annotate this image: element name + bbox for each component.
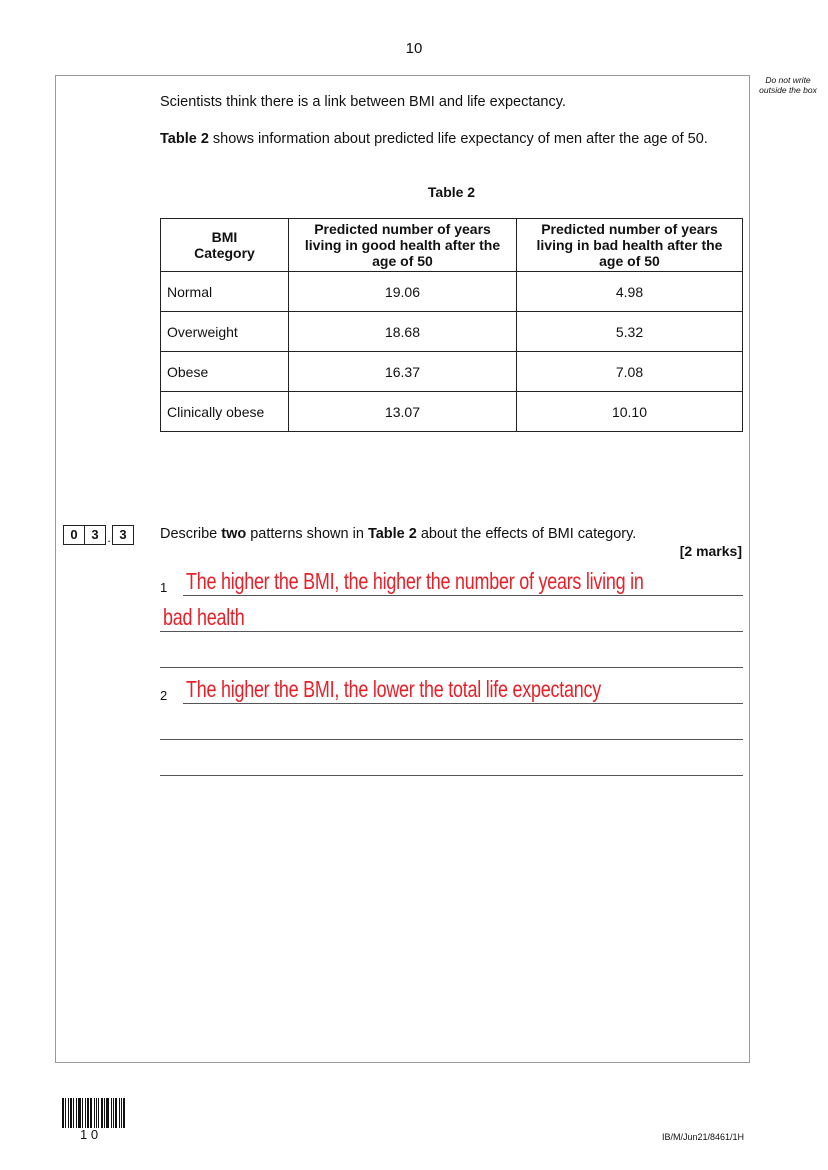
- handwritten-answer: The higher the BMI, the lower the total life expectancy: [186, 676, 601, 702]
- answer-line: [160, 631, 743, 632]
- table-ref: Table 2: [160, 131, 209, 147]
- answer-line: [183, 595, 743, 596]
- cell-good: 16.37: [289, 352, 517, 392]
- cell-bad: 4.98: [517, 272, 743, 312]
- barcode-bar: [82, 1098, 83, 1128]
- answer-line: [183, 703, 743, 704]
- barcode-bar: [115, 1098, 117, 1128]
- barcode-bar: [94, 1098, 95, 1128]
- barcode-bar: [70, 1098, 72, 1128]
- barcode-bar: [111, 1098, 112, 1128]
- barcode-bar: [119, 1098, 120, 1128]
- cell-category: Clinically obese: [161, 392, 289, 432]
- barcode-bar: [90, 1098, 92, 1128]
- table-intro-text: shows information about predicted life expectancy of men after the age of 50.: [208, 131, 708, 147]
- barcode-bar: [106, 1098, 109, 1128]
- table-caption: Table 2: [427, 184, 476, 200]
- barcode-bar: [96, 1098, 97, 1128]
- cell-good: 19.06: [289, 272, 517, 312]
- margin-note: Do not write outside the box: [759, 75, 817, 95]
- handwritten-answer: bad health: [163, 604, 245, 630]
- data-table: [160, 218, 743, 432]
- barcode: [62, 1098, 125, 1128]
- table-header-row: [161, 219, 743, 272]
- barcode-bar: [78, 1098, 81, 1128]
- question-digit: 3: [112, 525, 134, 545]
- cell-category: Overweight: [161, 312, 289, 352]
- cell-category: Obese: [161, 352, 289, 392]
- barcode-bar: [76, 1098, 77, 1128]
- header-bad-health: Predicted number of years living in bad health after the age of 50: [517, 219, 743, 272]
- answer-line: [160, 739, 743, 740]
- page-number: 10: [405, 40, 423, 57]
- barcode-bar: [104, 1098, 105, 1128]
- barcode-bar: [85, 1098, 86, 1128]
- cell-category: Normal: [161, 272, 289, 312]
- barcode-bar: [62, 1098, 64, 1128]
- barcode-bar: [68, 1098, 69, 1128]
- cell-bad: 5.32: [517, 312, 743, 352]
- header-bmi: BMI Category: [161, 219, 289, 272]
- intro-text: Scientists think there is a link between BMI and life expectancy.: [160, 94, 566, 110]
- cell-bad: 7.08: [517, 352, 743, 392]
- answer-line: [160, 667, 743, 668]
- header-good-health: Predicted number of years living in good health after the age of 50: [289, 219, 517, 272]
- cell-bad: 10.10: [517, 392, 743, 432]
- question-text: Describe two patterns shown in Table 2 about the effects of BMI category.: [160, 526, 637, 542]
- barcode-bar: [121, 1098, 122, 1128]
- answer-number: 1: [160, 580, 168, 595]
- answer-number: 2: [160, 688, 168, 703]
- question-number: 0 3 . 3: [63, 525, 134, 545]
- table-row: [161, 392, 743, 432]
- barcode-bar: [113, 1098, 114, 1128]
- barcode-bar: [87, 1098, 89, 1128]
- barcode-bar: [73, 1098, 74, 1128]
- marks-label: [2 marks]: [679, 543, 742, 559]
- barcode-bar: [98, 1098, 99, 1128]
- question-digit: 3: [84, 525, 106, 545]
- cell-good: 13.07: [289, 392, 517, 432]
- table-row: [161, 272, 743, 312]
- barcode-bar: [101, 1098, 103, 1128]
- table-row: [161, 312, 743, 352]
- table-row: [161, 352, 743, 392]
- question-digit: 0: [63, 525, 85, 545]
- barcode-bar: [123, 1098, 125, 1128]
- table-intro: [160, 131, 708, 147]
- answer-line: [160, 775, 743, 776]
- paper-code: IB/M/Jun21/8461/1H: [662, 1132, 745, 1142]
- barcode-number: 1 0: [80, 1127, 99, 1142]
- barcode-bar: [65, 1098, 66, 1128]
- handwritten-answer: The higher the BMI, the higher the number of years living in: [186, 568, 644, 594]
- cell-good: 18.68: [289, 312, 517, 352]
